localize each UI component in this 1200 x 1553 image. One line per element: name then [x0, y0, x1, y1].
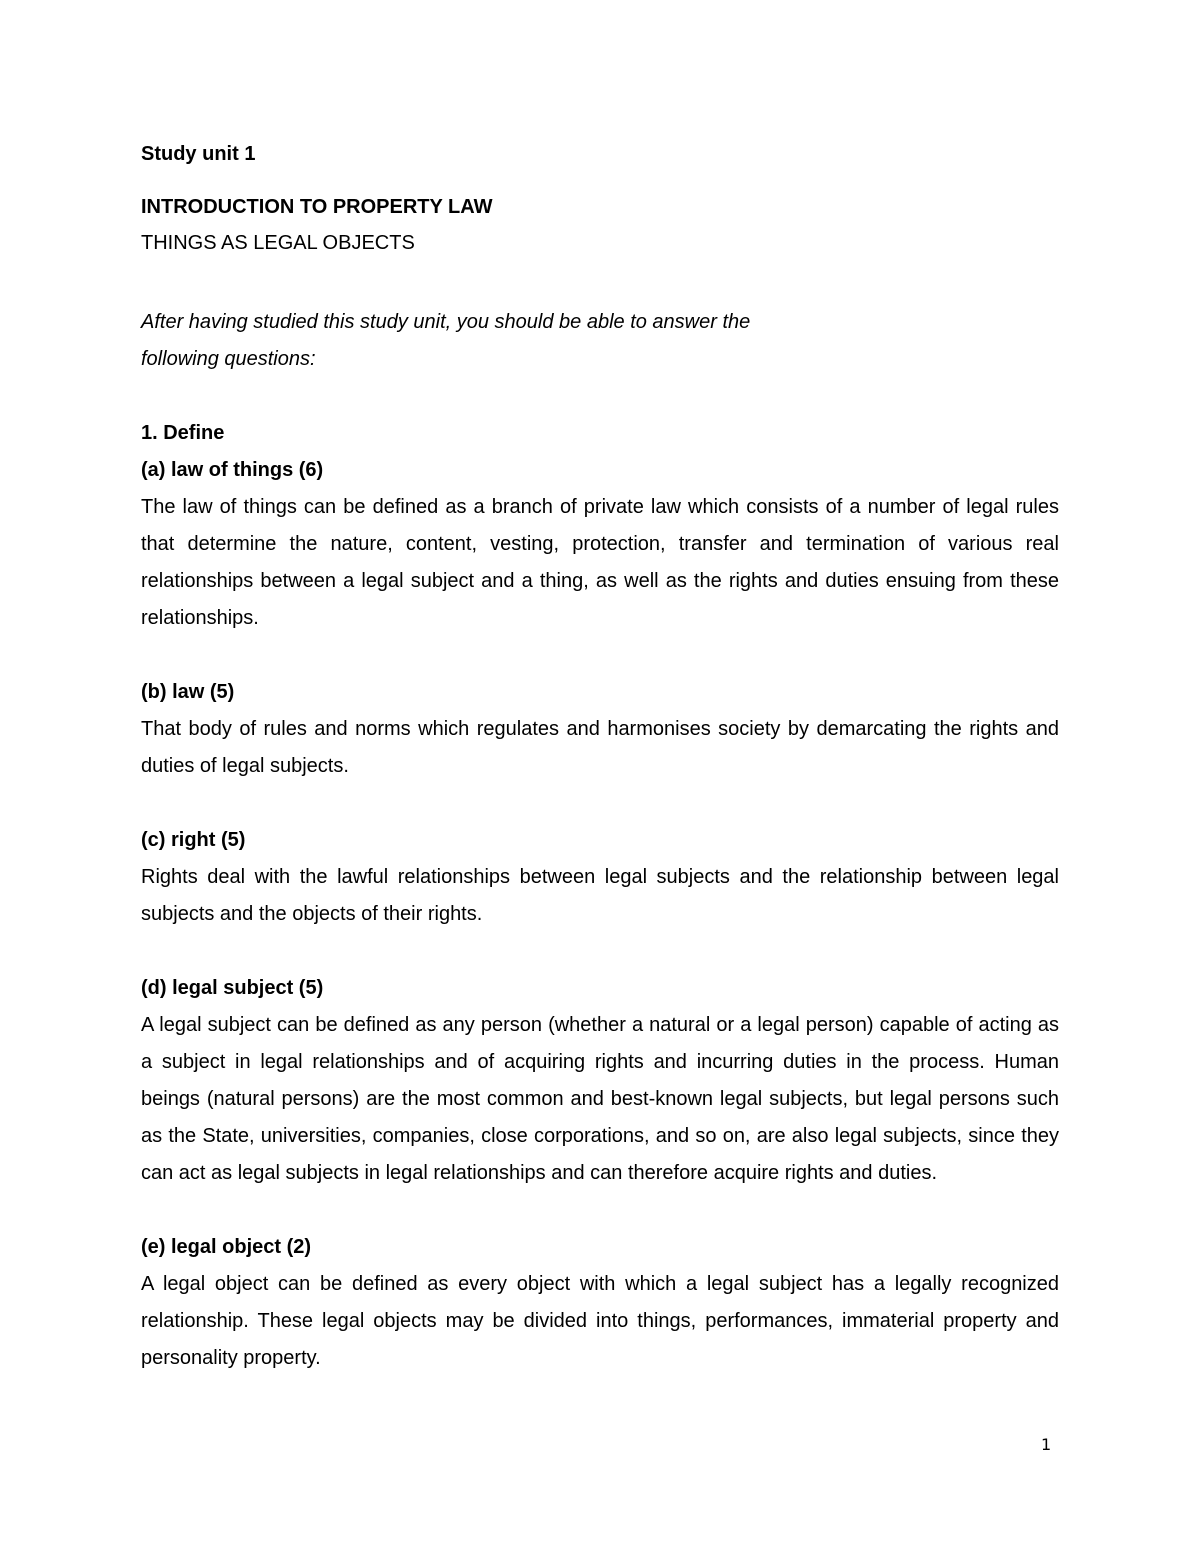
definition-heading: (a) law of things (6): [141, 459, 324, 481]
definition-text: Rights deal with the lawful relationships between legal subjects and the relationship between legal subjects and the objects of their rights.: [141, 866, 1059, 925]
definition-right: [141, 822, 1059, 933]
definition-heading: (d) legal subject (5): [141, 977, 324, 999]
definition-legal-subject: [141, 970, 1059, 1192]
question-heading: 1. Define: [141, 422, 225, 444]
definition-law: [141, 674, 1059, 785]
objectives-line-1: After having studied this study unit, you should be able to answer the: [141, 311, 751, 333]
document-body: [141, 139, 1059, 1377]
study-unit-label: Study unit 1: [141, 143, 256, 165]
definition-legal-object: [141, 1229, 1059, 1377]
definition-heading: (b) law (5): [141, 681, 235, 703]
objectives-line-2: following questions:: [141, 348, 316, 370]
definition-heading: (c) right (5): [141, 829, 246, 851]
definition-text: The law of things can be defined as a branch of private law which consists of a number of legal rules that determine the nature, content, vesting, protection, transfer and termination of various real relationships between a legal subject and a thing, as well as the rights and duties ensuing from these relationships.: [141, 496, 1059, 629]
document-subtitle: THINGS AS LEGAL OBJECTS: [141, 232, 415, 254]
definition-law-of-things: [141, 452, 1059, 637]
definition-text: A legal object can be defined as every object with which a legal subject has a legally recognized relationship. These legal objects may be divided into things, performances, immaterial property and personality property.: [141, 1273, 1059, 1369]
document-title: INTRODUCTION TO PROPERTY LAW: [141, 196, 493, 218]
learning-objectives: [141, 304, 1059, 378]
definition-text: A legal subject can be defined as any person (whether a natural or a legal person) capable of acting as a subject in legal relationships and of acquiring rights and incurring duties in the process. Human beings (natural persons) are the most common and best-known legal subjects, but legal persons such as the State, universities, companies, close corporations, and so on, are also legal subjects, since they can act as legal subjects in legal relationships and can therefore acquire rights and duties.: [141, 1014, 1059, 1184]
definition-text: That body of rules and norms which regulates and harmonises society by demarcating the rights and duties of legal subjects.: [141, 718, 1059, 777]
page-number: 1: [1041, 1435, 1052, 1454]
definition-heading: (e) legal object (2): [141, 1236, 312, 1258]
